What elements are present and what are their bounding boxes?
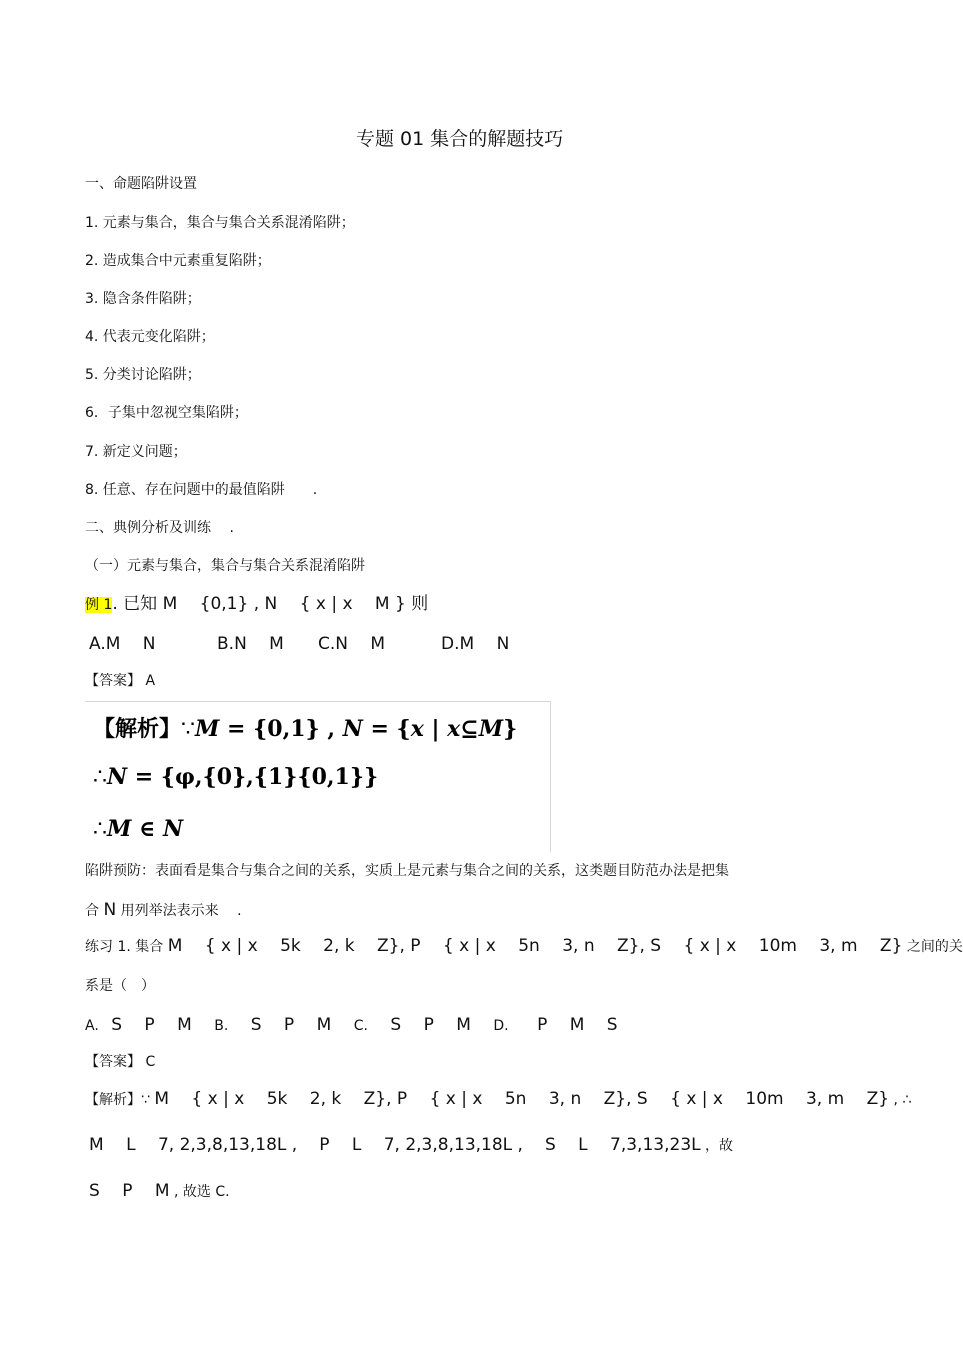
exercise-1-question-cont: 系是（ ） bbox=[85, 978, 155, 994]
list-item: 3. 隐含条件陷阱； bbox=[85, 291, 201, 307]
analysis-line-3: ∴M ∈ N bbox=[93, 816, 184, 842]
section-heading-1: 一、命题陷阱设置 bbox=[85, 176, 197, 192]
exercise-analysis-line-2: M L 7, 2,3,8,13,18L , P L 7, 2,3,8,13,18L , S L 7,3,13,23L ，故 bbox=[89, 1135, 734, 1155]
list-item: 5. 分类讨论陷阱； bbox=[85, 367, 201, 383]
analysis-line-2: ∴N = {φ,{0},{1}{0,1}} bbox=[93, 764, 379, 790]
option-c: C.N M bbox=[318, 634, 386, 654]
exercise-analysis-line-1: 【解析】∵ M { x | x 5k 2, k Z}, P { x | x 5n 3, n Z}, S { x | x 10m 3, m Z} , ∴ bbox=[85, 1089, 912, 1109]
list-item: 1. 元素与集合，集合与集合关系混淆陷阱； bbox=[85, 215, 355, 231]
example-label: 例 1 bbox=[85, 597, 113, 613]
section-heading-2: 二、典例分析及训练 . bbox=[85, 520, 234, 536]
example-text: . 已知 M {0,1} , N { x | x M } 则 bbox=[112, 594, 429, 614]
exercise-analysis-line-3: S P M , 故选 C. bbox=[89, 1181, 230, 1201]
exercise-options: A. S P M B. S P M C. S P M D. P M S bbox=[85, 1015, 618, 1035]
list-item: 6．子集中忽视空集陷阱； bbox=[85, 405, 248, 421]
prevention-line-1: 陷阱预防：表面看是集合与集合之间的关系，实质上是元素与集合之间的关系，这类题目防范办法是把集 bbox=[85, 863, 729, 879]
analysis-line-1: 【解析】∵M = {0,1} , N = {x | x⊆M} bbox=[93, 716, 518, 742]
option-d: D.M N bbox=[441, 634, 510, 654]
exercise-answer: 【答案】 C bbox=[85, 1054, 156, 1070]
list-item: 4. 代表元变化陷阱； bbox=[85, 329, 215, 345]
option-b: B.N M bbox=[217, 634, 284, 654]
exercise-1-question: 练习 1. 集合 M { x | x 5k 2, k Z}, P { x | x 5n 3, n Z}, S { x | x 10m 3, m Z} 之间的关 bbox=[85, 936, 963, 956]
list-item: 8. 任意、存在问题中的最值陷阱 . bbox=[85, 482, 318, 498]
answer-label: 【答案】 A bbox=[85, 673, 156, 689]
page-title: 专题 01 集合的解题技巧 bbox=[356, 128, 564, 150]
prevention-line-2: 合 N 用列举法表示来 . bbox=[85, 900, 242, 920]
analysis-image bbox=[85, 701, 551, 852]
subsection-heading: （一）元素与集合，集合与集合关系混淆陷阱 bbox=[85, 558, 365, 574]
list-item: 7. 新定义问题； bbox=[85, 444, 187, 460]
example-1-question bbox=[85, 595, 428, 614]
list-item: 2. 造成集合中元素重复陷阱； bbox=[85, 253, 271, 269]
option-a: A.M N bbox=[89, 634, 156, 654]
